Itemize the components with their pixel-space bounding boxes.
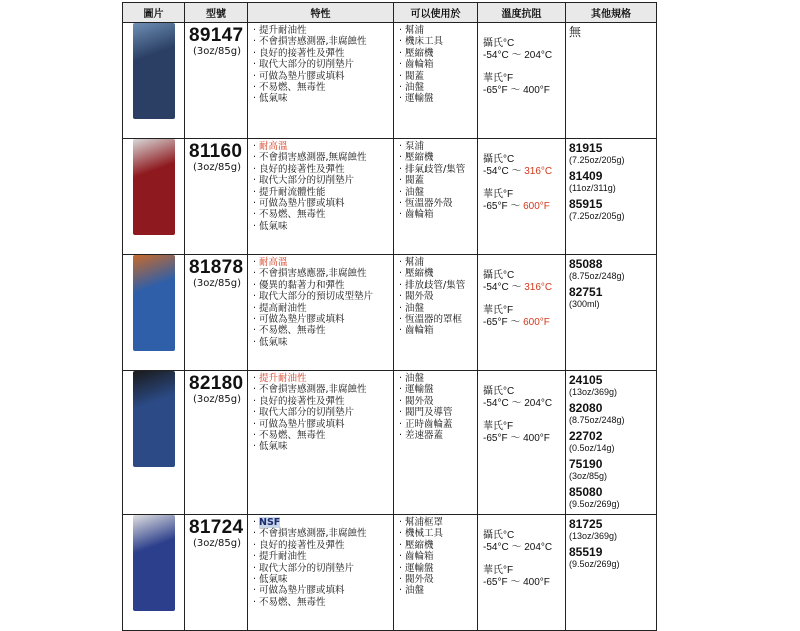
use-item: · 油盤 (399, 82, 476, 93)
feature-item (253, 175, 392, 186)
other-spec-code: 85915 (569, 197, 603, 211)
other-spec-size: (300ml) (569, 299, 600, 309)
feature-item (253, 257, 392, 268)
header-row (123, 3, 657, 23)
feature-text: 可做為墊片膠或填料 (259, 198, 345, 210)
product-image-cell (123, 255, 185, 371)
use-list (395, 372, 476, 441)
feature-text: 良好的接著性及彈性 (259, 539, 345, 551)
model-cell (185, 255, 248, 371)
feature-text: 低氣味 (259, 574, 288, 586)
feature-item (253, 325, 392, 336)
model-number: 81878 (189, 257, 244, 278)
other-spec-code: 82080 (569, 401, 603, 415)
features-cell (248, 23, 394, 139)
feature-item (253, 71, 392, 82)
feature-text: NSF (259, 517, 281, 528)
product-tube-image (133, 515, 175, 611)
temperature-cell (478, 139, 566, 255)
celsius-label: 攝氏°C (483, 38, 515, 49)
product-row (123, 23, 657, 139)
feature-text: 良好的接著性及彈性 (259, 395, 345, 407)
temperature-cell (478, 515, 566, 631)
feature-list (249, 24, 392, 105)
feature-item (253, 373, 392, 384)
model-number: 89147 (189, 25, 244, 46)
feature-list (249, 140, 392, 232)
other-spec-size: (11oz/311g) (569, 183, 616, 193)
temperature-spacer (483, 410, 565, 421)
feature-text: 低氣味 (259, 441, 288, 453)
celsius-high: 316°C (524, 282, 553, 293)
use-item: · 幫浦框罩 (399, 517, 476, 528)
temperature-block (483, 154, 565, 213)
model-number: 81160 (189, 141, 243, 162)
feature-text: 低氣味 (259, 220, 288, 232)
feature-text: 不會損害感測器,非腐蝕性 (259, 36, 367, 48)
feature-item (253, 291, 392, 302)
feature-text: 可做為墊片膠或填料 (259, 70, 345, 82)
feature-item (253, 164, 392, 175)
feature-item (253, 152, 392, 163)
celsius-low: -54°C ～ (483, 50, 525, 61)
use-item: · 運輸盤 (399, 384, 476, 395)
model-cell (185, 23, 248, 139)
use-list (395, 24, 476, 105)
header-other-specs: 其他規格 (566, 3, 657, 23)
feature-text: 不會損害感測器,非腐蝕性 (259, 528, 367, 540)
use-item: · 排氣歧管/集管 (399, 164, 476, 175)
other-spec-code: 85080 (569, 485, 603, 499)
fahrenheit-label: 華氏°F (483, 73, 514, 84)
other-spec-size: (9.5oz/269g) (569, 559, 620, 569)
use-item: · 恆溫器的罩框 (399, 314, 476, 325)
use-item: · 齒輪箱 (399, 209, 476, 220)
celsius-low: -54°C ～ (483, 282, 525, 293)
feature-text: 低氣味 (259, 336, 288, 348)
use-item: · 齒輪箱 (399, 59, 476, 70)
use-item: · 機床工具 (399, 36, 476, 47)
header-features: 特性 (248, 3, 394, 23)
feature-text: 提高耐油性 (259, 302, 307, 314)
use-item: · 運輸盤 (399, 563, 476, 574)
uses-cell (394, 515, 478, 631)
product-tube-image (133, 255, 175, 351)
product-row (123, 139, 657, 255)
use-item: · 壓縮機 (399, 268, 476, 279)
other-spec-code: 85088 (569, 257, 603, 271)
use-list (395, 256, 476, 337)
features-cell (248, 139, 394, 255)
use-item: · 閥外殼 (399, 396, 476, 407)
celsius-high: 204°C (524, 542, 553, 553)
feature-item (253, 574, 392, 585)
uses-cell (394, 255, 478, 371)
use-item: · 機械工具 (399, 528, 476, 539)
other-specs-cell (566, 255, 657, 371)
feature-text: 可做為墊片膠或填料 (259, 314, 345, 326)
product-spec-table (122, 2, 657, 631)
feature-text: 不易燃、無毒性 (259, 209, 326, 221)
model-cell (185, 371, 248, 515)
use-list (395, 140, 476, 221)
celsius-range (483, 50, 565, 62)
temperature-spacer (483, 554, 565, 565)
feature-item (253, 419, 392, 430)
temperature-spacer (483, 294, 565, 305)
celsius-range (483, 282, 565, 294)
fahrenheit-range (483, 201, 565, 213)
feature-text: 良好的接著性及彈性 (259, 163, 345, 175)
celsius-range (483, 166, 565, 178)
feature-text: 提升耐油性 (259, 25, 307, 36)
product-image-cell (123, 139, 185, 255)
feature-item (253, 221, 392, 232)
fahrenheit-label: 華氏°F (483, 565, 514, 576)
use-item: · 恆溫器外殼 (399, 198, 476, 209)
feature-item (253, 82, 392, 93)
other-spec-code: 82751 (569, 285, 603, 299)
use-item: · 閥門及導管 (399, 407, 476, 418)
feature-item (253, 198, 392, 209)
fahrenheit-range (483, 317, 565, 329)
use-item: · 排放歧管/集管 (399, 280, 476, 291)
feature-item (253, 585, 392, 596)
model-size: (3oz/85g) (193, 46, 241, 57)
celsius-low: -54°C ～ (483, 166, 525, 177)
temperature-block (483, 386, 565, 445)
celsius-label: 攝氏°C (483, 386, 515, 397)
feature-text: 低氣味 (259, 93, 288, 105)
use-item: · 幫浦 (399, 25, 476, 36)
other-spec-size: (7.25oz/205g) (569, 155, 625, 165)
feature-item (253, 141, 392, 152)
fahrenheit-low: -65°F ～ (483, 85, 524, 96)
use-item: · 油盤 (399, 585, 476, 596)
product-row (123, 371, 657, 515)
other-spec-size: (8.75oz/248g) (569, 415, 625, 425)
fahrenheit-range (483, 577, 565, 589)
feature-text: 可做為墊片膠或填料 (259, 585, 345, 597)
feature-text: 取代大部分的切削墊片 (259, 562, 355, 574)
use-item: · 正時齒輪蓋 (399, 419, 476, 430)
fahrenheit-label: 華氏°F (483, 189, 514, 200)
fahrenheit-low: -65°F ～ (483, 317, 524, 328)
other-spec-size: (13oz/369g) (569, 531, 618, 541)
feature-item (253, 597, 392, 608)
feature-text: 不會損害感應器,非腐蝕性 (259, 268, 367, 280)
fahrenheit-range (483, 85, 565, 97)
feature-list (249, 256, 392, 348)
other-specs-cell (566, 23, 657, 139)
feature-text: 不易燃、無毒性 (259, 596, 326, 608)
fahrenheit-high: 600°F (523, 201, 550, 212)
feature-text: 取代大部分的切削墊片 (259, 407, 355, 419)
feature-text: 不易燃、無毒性 (259, 325, 326, 337)
header-model: 型號 (185, 3, 248, 23)
fahrenheit-high: 600°F (523, 317, 550, 328)
celsius-range (483, 542, 565, 554)
product-row (123, 515, 657, 631)
use-item: · 差速器蓋 (399, 430, 476, 441)
use-list (395, 516, 476, 597)
other-spec-code: 22702 (569, 429, 603, 443)
feature-item (253, 528, 392, 539)
features-cell (248, 515, 394, 631)
celsius-high: 204°C (524, 398, 553, 409)
fahrenheit-high: 400°F (523, 85, 550, 96)
feature-text: 取代大部分的切削墊片 (259, 59, 355, 71)
other-spec-code: 無 (569, 25, 582, 39)
other-spec-size: (9.5oz/269g) (569, 499, 620, 509)
use-item: · 壓縮機 (399, 540, 476, 551)
fahrenheit-range (483, 433, 565, 445)
feature-item (253, 441, 392, 452)
feature-list (249, 516, 392, 608)
fahrenheit-label: 華氏°F (483, 421, 514, 432)
fahrenheit-low: -65°F ～ (483, 433, 524, 444)
model-cell (185, 139, 248, 255)
feature-item (253, 430, 392, 441)
celsius-label: 攝氏°C (483, 530, 515, 541)
feature-item (253, 551, 392, 562)
feature-text: 提升耐流體性能 (259, 186, 326, 198)
feature-item (253, 314, 392, 325)
use-item: · 閥外殼 (399, 574, 476, 585)
other-specs-cell (566, 515, 657, 631)
use-item: · 齒輪箱 (399, 551, 476, 562)
fahrenheit-low: -65°F ～ (483, 201, 524, 212)
feature-text: 耐高溫 (259, 141, 288, 152)
celsius-low: -54°C ～ (483, 542, 525, 553)
product-tube-image (133, 139, 175, 235)
feature-text: 可做為墊片膠或填料 (259, 418, 345, 430)
other-specs-cell (566, 371, 657, 515)
uses-cell (394, 23, 478, 139)
model-size: (3oz/85g) (193, 538, 241, 549)
feature-text: 提升耐油性 (259, 551, 307, 563)
feature-text: 不易燃、無毒性 (259, 430, 326, 442)
temperature-spacer (483, 62, 565, 73)
feature-list (249, 372, 392, 453)
feature-text: 不會損害感測器,非腐蝕性 (259, 384, 367, 396)
celsius-low: -54°C ～ (483, 398, 525, 409)
uses-cell (394, 139, 478, 255)
temperature-block (483, 270, 565, 329)
features-cell (248, 371, 394, 515)
use-item: · 壓縮機 (399, 152, 476, 163)
use-item: · 閥蓋 (399, 71, 476, 82)
use-item: · 閥蓋 (399, 175, 476, 186)
temperature-block (483, 38, 565, 97)
header-temperature: 溫度抗阻 (478, 3, 566, 23)
use-item: · 幫浦 (399, 257, 476, 268)
model-size: (3oz/85g) (193, 394, 241, 405)
product-row (123, 255, 657, 371)
feature-item (253, 384, 392, 395)
product-rows (123, 23, 657, 631)
feature-item (253, 280, 392, 291)
feature-text: 不易燃、無毒性 (259, 82, 326, 94)
feature-text: 提升耐油性 (259, 373, 307, 384)
feature-item (253, 517, 392, 528)
celsius-label: 攝氏°C (483, 154, 515, 165)
temperature-cell (478, 255, 566, 371)
feature-item (253, 36, 392, 47)
feature-text: 良好的接著性及彈性 (259, 47, 345, 59)
temperature-block (483, 530, 565, 589)
other-spec-code: 81915 (569, 141, 603, 155)
feature-text: 不會損害感測器,無腐蝕性 (259, 152, 367, 164)
celsius-label: 攝氏°C (483, 270, 515, 281)
feature-item (253, 396, 392, 407)
other-spec-size: (0.5oz/14g) (569, 443, 615, 453)
other-spec-code: 85519 (569, 545, 603, 559)
model-cell (185, 515, 248, 631)
use-item: · 壓縮機 (399, 48, 476, 59)
feature-item (253, 540, 392, 551)
feature-item (253, 59, 392, 70)
product-image-cell (123, 23, 185, 139)
celsius-high: 204°C (524, 50, 553, 61)
fahrenheit-label: 華氏°F (483, 305, 514, 316)
temperature-cell (478, 371, 566, 515)
model-number: 81724 (189, 517, 244, 538)
product-image-cell (123, 371, 185, 515)
fahrenheit-high: 400°F (523, 577, 550, 588)
other-spec-code: 81409 (569, 169, 603, 183)
other-spec-size: (13oz/369g) (569, 387, 618, 397)
feature-item (253, 407, 392, 418)
other-spec-size: (8.75oz/248g) (569, 271, 625, 281)
use-item: · 油盤 (399, 373, 476, 384)
feature-text: 耐高溫 (259, 257, 288, 268)
feature-item (253, 563, 392, 574)
other-spec-code: 81725 (569, 517, 603, 531)
feature-item (253, 268, 392, 279)
feature-item (253, 337, 392, 348)
feature-text: 取代大部分的預切成型墊片 (259, 291, 374, 303)
use-item: · 泵浦 (399, 141, 476, 152)
use-item: · 閥外殼 (399, 291, 476, 302)
feature-item (253, 187, 392, 198)
model-size: (3oz/85g) (193, 278, 241, 289)
header-uses: 可以使用於 (394, 3, 478, 23)
feature-item (253, 303, 392, 314)
fahrenheit-low: -65°F ～ (483, 577, 524, 588)
other-spec-code: 75190 (569, 457, 603, 471)
fahrenheit-high: 400°F (523, 433, 550, 444)
feature-item (253, 48, 392, 59)
use-item: · 油盤 (399, 303, 476, 314)
other-spec-size: (7.25oz/205g) (569, 211, 625, 221)
features-cell (248, 255, 394, 371)
header-image: 圖片 (123, 3, 185, 23)
other-specs-cell (566, 139, 657, 255)
product-tube-image (133, 371, 175, 467)
celsius-high: 316°C (524, 166, 553, 177)
feature-item (253, 25, 392, 36)
use-item: · 運輸盤 (399, 93, 476, 104)
feature-text: 取代大部分的切削墊片 (259, 175, 355, 187)
use-item: · 油盤 (399, 187, 476, 198)
product-tube-image (133, 23, 175, 119)
feature-text: 優異的黏著力和彈性 (259, 279, 345, 291)
other-spec-code: 24105 (569, 373, 603, 387)
feature-item (253, 93, 392, 104)
model-size: (3oz/85g) (193, 162, 241, 173)
celsius-range (483, 398, 565, 410)
product-image-cell (123, 515, 185, 631)
other-spec-size: (3oz/85g) (569, 471, 608, 481)
temperature-cell (478, 23, 566, 139)
temperature-spacer (483, 178, 565, 189)
use-item: · 齒輪箱 (399, 325, 476, 336)
feature-item (253, 209, 392, 220)
uses-cell (394, 371, 478, 515)
model-number: 82180 (189, 373, 244, 394)
